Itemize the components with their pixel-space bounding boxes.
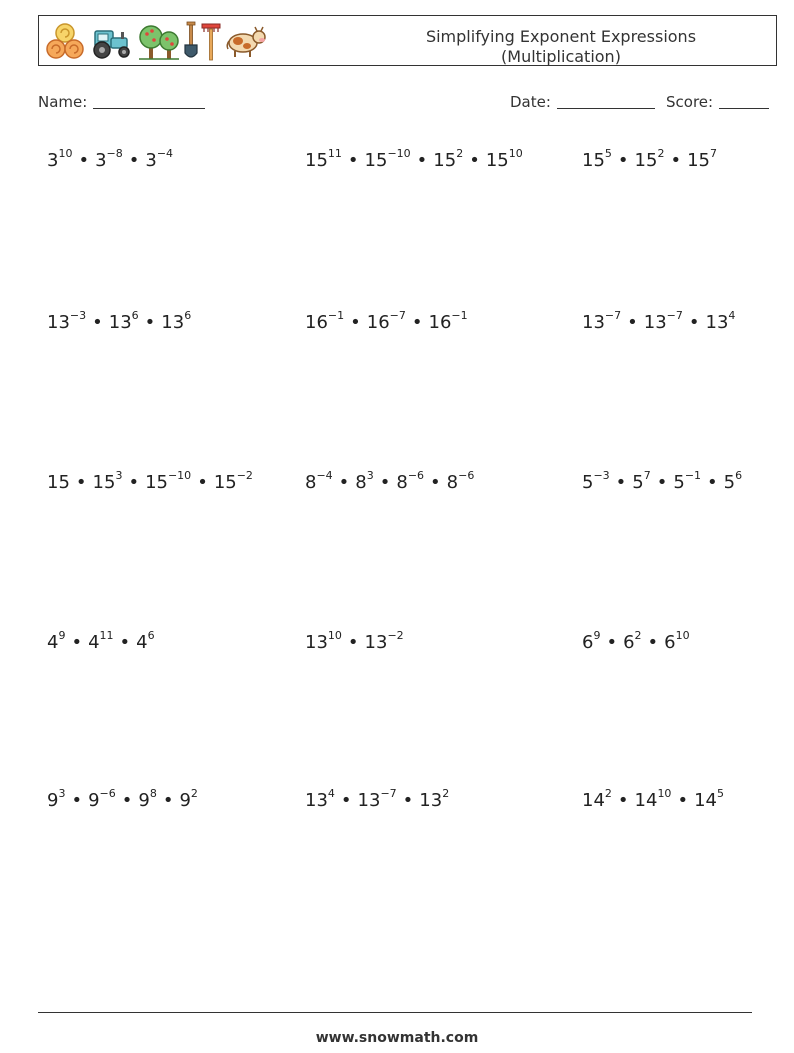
problem-1 [47, 147, 174, 171]
footer-divider [38, 1012, 752, 1013]
base: 13 [364, 632, 388, 653]
times-operator: • [197, 472, 208, 493]
exponent: 2 [604, 787, 612, 800]
exponent: 5 [604, 147, 612, 160]
exponent: 10 [58, 147, 73, 160]
base: 3 [47, 150, 59, 171]
exponent: 5 [716, 787, 724, 800]
problem-14 [305, 787, 450, 811]
problem-8 [305, 469, 475, 493]
exponent: 2 [442, 787, 450, 800]
footer-site: www.snowmath.com [315, 1030, 479, 1046]
base: 6 [664, 632, 676, 653]
times-operator: • [162, 790, 174, 811]
times-operator: • [469, 150, 480, 171]
tractor-icon [89, 21, 133, 61]
base: 13 [419, 790, 443, 811]
exponent: 3 [58, 787, 66, 800]
exponent: 4 [728, 309, 736, 322]
problem-5 [305, 309, 468, 333]
exponent: 3 [366, 469, 374, 482]
times-operator: • [617, 150, 629, 171]
base: 5 [723, 472, 736, 493]
base: 4 [88, 632, 100, 653]
exponent: −7 [604, 309, 622, 322]
times-operator: • [121, 790, 133, 811]
exponent: −3 [69, 309, 87, 322]
rake-icon [201, 21, 221, 61]
problem-7 [47, 469, 253, 493]
base: 16 [305, 312, 328, 333]
exponent: −6 [458, 469, 475, 482]
times-operator: • [340, 790, 352, 811]
problem-12 [582, 629, 690, 653]
exponent: 6 [735, 469, 743, 482]
problem-3 [582, 147, 717, 171]
problem-9 [582, 469, 743, 493]
exponent: 10 [508, 147, 523, 160]
times-operator: • [128, 150, 140, 171]
base: 14 [634, 790, 658, 811]
exponent: 8 [149, 787, 157, 800]
base: 9 [88, 790, 100, 811]
exponent: −10 [387, 147, 411, 160]
exponent: 7 [709, 147, 717, 160]
times-operator: • [430, 472, 441, 493]
base: 8 [396, 472, 408, 493]
times-operator: • [677, 790, 689, 811]
times-operator: • [347, 150, 359, 171]
exponent: −6 [99, 787, 116, 800]
exponent: 2 [634, 629, 642, 642]
exponent: −1 [327, 309, 345, 322]
base: 3 [145, 150, 157, 171]
base: 15 [364, 150, 388, 171]
exponent: 10 [657, 787, 672, 800]
times-operator: • [128, 472, 140, 493]
hay-bales-icon [45, 21, 85, 61]
base: 8 [305, 472, 317, 493]
base: 15 [145, 472, 168, 493]
exponent: 6 [147, 629, 155, 642]
base: 6 [582, 632, 594, 653]
base: 13 [305, 790, 328, 811]
times-operator: • [688, 312, 700, 333]
times-operator: • [617, 790, 629, 811]
base: 15 [92, 472, 116, 493]
base: 5 [582, 472, 594, 493]
base: 8 [355, 472, 367, 493]
base: 5 [673, 472, 685, 493]
base: 15 [433, 150, 457, 171]
times-operator: • [78, 150, 90, 171]
cow-icon [225, 21, 267, 61]
times-operator: • [71, 632, 83, 653]
exponent: −10 [167, 469, 192, 482]
worksheet-header [38, 15, 777, 66]
title-line-1: Simplifying Exponent Expressions [425, 27, 697, 46]
exponent: −1 [451, 309, 468, 322]
date-field[interactable] [510, 93, 655, 111]
times-operator: • [647, 632, 659, 653]
shovel-icon [183, 21, 199, 61]
base: 9 [179, 790, 191, 811]
exponent: 7 [643, 469, 651, 482]
score-field[interactable] [666, 93, 769, 111]
base: 15 [485, 150, 509, 171]
exponent: 11 [327, 147, 342, 160]
exponent: 3 [115, 469, 123, 482]
base: 13 [582, 312, 605, 333]
apple-tree-icon [137, 21, 181, 61]
score-label: Score: [666, 93, 714, 111]
exponent: 11 [99, 629, 114, 642]
times-operator: • [627, 312, 638, 333]
exponent: −4 [156, 147, 174, 160]
date-blank[interactable] [557, 94, 655, 109]
base: 14 [582, 790, 605, 811]
base: 15 [634, 150, 658, 171]
base: 16 [428, 312, 452, 333]
base: 15 [305, 150, 328, 171]
base: 15 [582, 150, 605, 171]
times-operator: • [656, 472, 668, 493]
problem-6 [582, 309, 736, 333]
base: 3 [95, 150, 107, 171]
base: 14 [694, 790, 717, 811]
exponent: 2 [456, 147, 464, 160]
times-operator: • [606, 632, 618, 653]
base: 13 [305, 632, 328, 653]
problem-10 [47, 629, 155, 653]
times-operator: • [144, 312, 156, 333]
title-line-2: (Multiplication) [501, 47, 621, 66]
date-label: Date: [510, 93, 551, 111]
exponent: −7 [380, 787, 397, 800]
base: 13 [108, 312, 132, 333]
exponent: −7 [389, 309, 406, 322]
base: 16 [366, 312, 390, 333]
name-field[interactable] [38, 93, 205, 111]
exponent: 6 [131, 309, 139, 322]
times-operator: • [615, 472, 627, 493]
base: 5 [632, 472, 644, 493]
base: 9 [47, 790, 59, 811]
times-operator: • [119, 632, 131, 653]
base: 4 [136, 632, 148, 653]
times-operator: • [347, 632, 359, 653]
base: 13 [705, 312, 729, 333]
base: 15 [213, 472, 237, 493]
times-operator: • [71, 790, 83, 811]
base: 15 [47, 472, 70, 493]
problem-15 [582, 787, 724, 811]
problem-11 [305, 629, 404, 653]
base: 9 [138, 790, 150, 811]
base: 8 [446, 472, 459, 493]
exponent: 6 [184, 309, 192, 322]
exponent: 4 [327, 787, 335, 800]
times-operator: • [416, 150, 428, 171]
exponent: −1 [684, 469, 702, 482]
times-operator: • [379, 472, 391, 493]
times-operator: • [338, 472, 350, 493]
exponent: −2 [236, 469, 253, 482]
problem-4 [47, 309, 192, 333]
times-operator: • [411, 312, 423, 333]
times-operator: • [402, 790, 414, 811]
base: 13 [47, 312, 70, 333]
times-operator: • [350, 312, 361, 333]
exponent: 2 [657, 147, 665, 160]
name-blank[interactable] [93, 94, 205, 109]
times-operator: • [92, 312, 103, 333]
exponent: 10 [327, 629, 342, 642]
exponent: −2 [387, 629, 404, 642]
exponent: −4 [316, 469, 333, 482]
worksheet-title [401, 27, 721, 67]
name-label: Name: [38, 93, 88, 111]
problem-13 [47, 787, 198, 811]
exponent: 9 [593, 629, 601, 642]
problem-2 [305, 147, 523, 171]
exponent: −8 [106, 147, 123, 160]
base: 13 [643, 312, 667, 333]
base: 13 [161, 312, 185, 333]
exponent: −7 [666, 309, 683, 322]
base: 6 [623, 632, 635, 653]
times-operator: • [707, 472, 718, 493]
exponent: −3 [593, 469, 610, 482]
exponent: 9 [58, 629, 66, 642]
score-blank[interactable] [719, 94, 769, 109]
base: 4 [47, 632, 59, 653]
times-operator: • [75, 472, 87, 493]
exponent: 10 [675, 629, 690, 642]
exponent: −6 [407, 469, 425, 482]
base: 15 [687, 150, 710, 171]
times-operator: • [670, 150, 682, 171]
base: 13 [357, 790, 381, 811]
exponent: 2 [190, 787, 198, 800]
